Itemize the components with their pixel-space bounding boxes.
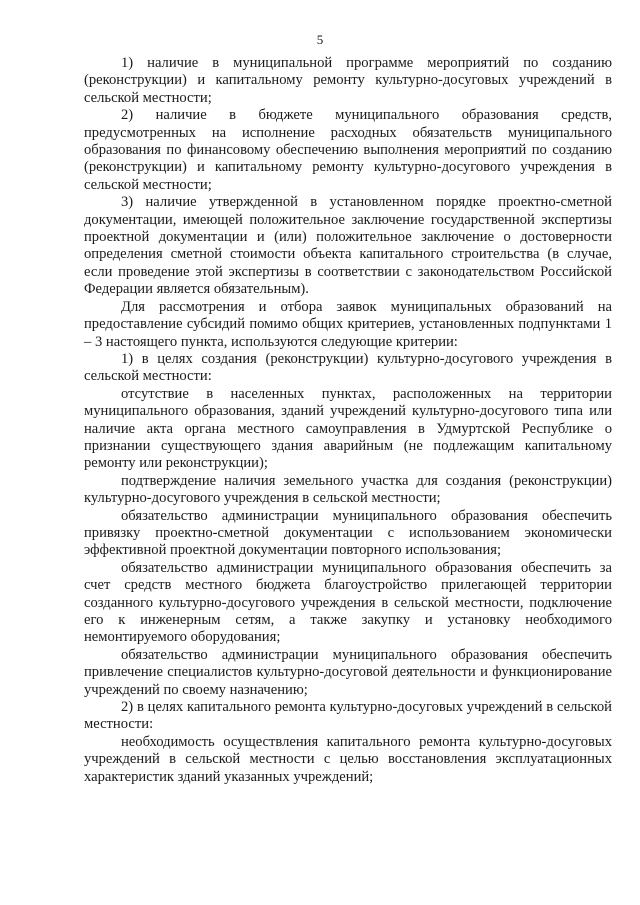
page-number: 5 xyxy=(316,32,324,47)
paragraph-landscaping: обязательство администрации муниципального образования обеспечить за счет средств местного бюджета благоустройство прилегающей территории созданного культурно-досугового учреждения в сельской местности, подключение его к инженерным сетям, а также закупку и установку необходимого немонтируемого оборудования; xyxy=(84,559,612,646)
paragraph-selection-intro: Для рассмотрения и отбора заявок муниципальных образований на предоставление субсидий помимо общих критериев, установленных подпунктами 1 – 3 настоящего пункта, используются следующие критерии: xyxy=(84,298,612,350)
paragraph-creation-goal: 1) в целях создания (реконструкции) культурно-досугового учреждения в сельской местности: xyxy=(84,350,612,385)
paragraph-project-binding: обязательство администрации муниципального образования обеспечить привязку проектно-сметной документации с использованием экономически эффективной проектной документации повторного использования; xyxy=(84,507,612,559)
paragraph-repair-necessity: необходимость осуществления капитального ремонта культурно-досуговых учреждений в сельской местности с целью восстановления эксплуатационных характеристик зданий указанных учреждений; xyxy=(84,733,612,785)
paragraph-land-plot: подтверждение наличия земельного участка для создания (реконструкции) культурно-досугового учреждения в сельской местности; xyxy=(84,472,612,507)
paragraph-repair-goal: 2) в целях капитального ремонта культурно-досуговых учреждений в сельской местности: xyxy=(84,699,612,733)
document-body xyxy=(84,55,612,786)
paragraph-criterion-1: 1) наличие в муниципальной программе мероприятий по созданию (реконструкции) и капитальному ремонту культурно-досуговых учреждений в сельской местности; xyxy=(84,55,612,106)
paragraph-absence-of-buildings: отсутствие в населенных пунктах, расположенных на территории муниципального образования, зданий учреждений культурно-досугового типа или наличие акта органа местного самоуправления в Удмуртской Республике о признании существующего здания аварийным (не подлежащим капитальному ремонту или реконструкции); xyxy=(84,385,612,472)
paragraph-criterion-2: 2) наличие в бюджете муниципального образования средств, предусмотренных на исполнение расходных обязательств муниципального образования по финансовому обеспечению выполнения мероприятий по созданию (реконструкции) и капитальному ремонту культурно-досугового учреждения в сельской местности; xyxy=(84,107,612,193)
paragraph-criterion-3: 3) наличие утвержденной в установленном порядке проектно-сметной документации, имеющей положительное заключение государственной экспертизы проектной документации и (или) положительное заключение о достоверности определения сметной стоимости объекта капитального строительства (в случае, если проведение этой экспертизы в соответствии с законодательством Российской Федерации является обязательным). xyxy=(84,194,612,298)
paragraph-staffing: обязательство администрации муниципального образования обеспечить привлечение специалистов культурно-досуговой деятельности и функционирование учреждений по своему назначению; xyxy=(84,646,612,698)
